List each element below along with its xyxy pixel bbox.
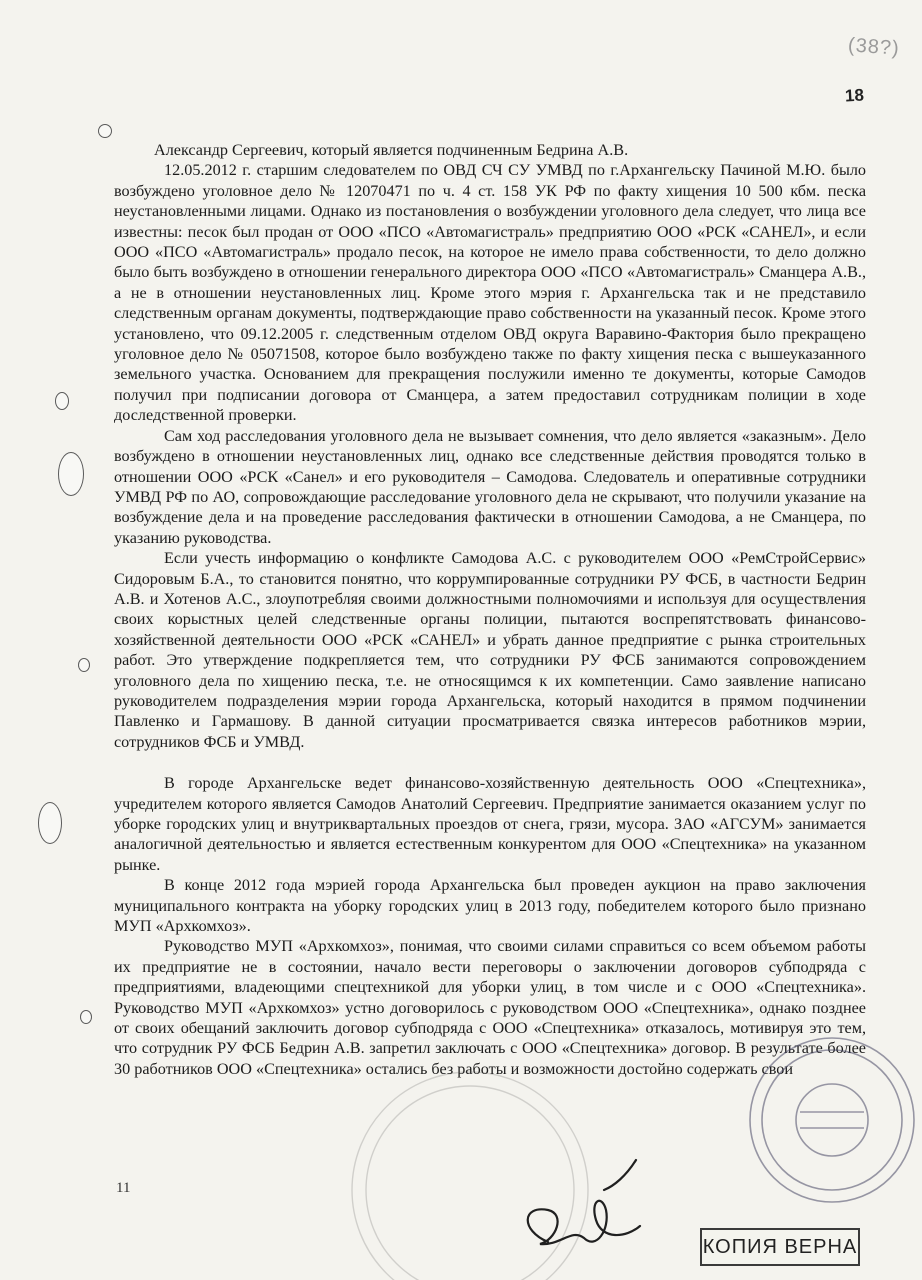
- paragraph: Александр Сергеевич, который является подчиненным Бедрина А.В.: [154, 141, 629, 159]
- handwritten-sheet-number: 18: [844, 85, 865, 106]
- binder-hole-icon: [80, 1010, 92, 1024]
- signature-icon: [528, 1160, 640, 1244]
- binder-hole-icon: [98, 124, 112, 138]
- paragraph: Если учесть информацию о конфликте Самодова А.С. с руководителем ООО «РемСтройСервис» Сидоровым Б.А., то становится понятно, что коррумпированные сотрудники РУ ФСБ, в частности Бедрин А.В. и Хотенов А.С., злоупотребляя своими должностными полномочиями и используя для осуществления своих корыстных целей следственные органы полиции, пытаются воспрепятствовать финансово-хозяйственной деятельности ООО «РСК «САНЕЛ» и убрать данное предприятие с рынка строительных работ. Это утверждение подкрепляется тем, что сотрудники РУ ФСБ занимаются сопровождением уголовного дела по хищению песка, т.е. не относящимся к их компетенции. Само заявление написано руководителем подразделения мэрии города Архангельска, который находится в прямом подчинении Павленко и Гармашову. В данной ситуации просматривается связка интересов работников мэрии, сотрудников ФСБ и УМВД.: [114, 549, 866, 751]
- paragraph: Руководство МУП «Архкомхоз», понимая, что своими силами справиться со всем объемом работы их предприятие не в состоянии, начало вести переговоры о заключении договоров субподряда с предприятиями, владеющими спецтехникой для уборки улиц, в том числе и с ООО «Спецтехника». Руководство МУП «Архкомхоз» устно договорилось с руководством ООО «Спецтехника», однако позднее от своих обещаний заключить договор субподряда с ООО «Спецтехника» отказалось, мотивируя это тем, что сотрудник РУ ФСБ Бедрин А.В. запретил заключать с ООО «Спецтехника» договор. В результате более 30 работников ООО «Спецтехника» остались без работы и возможности достойно содержать свои: [114, 937, 866, 1078]
- binder-hole-icon: [55, 392, 69, 410]
- paragraph: 12.05.2012 г. старшим следователем по ОВД СЧ СУ УМВД по г.Архангельску Пачиной М.Ю. было возбуждено уголовное дело № 12070471 по ч. 4 ст. 158 УК РФ по факту хищения 10 500 кбм. песка неустановленными лицами. Однако из постановления о возбуждении уголовного дела следует, что лица все известны: песок был продан от ООО «ПСО «Автомагистраль» предприятию ООО «РСК «САНЕЛ», и если ООО «ПСО «Автомагистраль» продало песок, на которое не имело права собственности, то дело должно было быть возбуждено в отношении генерального директора ООО «ПСО «Автомагистраль» Сманцера А.В., а не в отношении неустановленных лиц. Кроме этого мэрия г. Архангельска так и не представило следственным органам документы, подтверждающие право собственности на указанный песок. Кроме этого установлено, что 09.12.2005 г. следственным отделом ОВД округа Варавино-Фактория было прекращено уголовное дело № 05071508, которое было возбуждено также по факту хищения песка с вышеуказанного земельного участка. Основанием для прекращения послужили именно те документы, которые Самодов получил при подписании договора от Сманцера, а затем предоставил сотрудникам полиции в ходе доследственной проверки.: [114, 161, 866, 425]
- paragraph: В конце 2012 года мэрией города Архангельска был проведен аукцион на право заключения муниципального контракта на уборку городских улиц в 2013 году, победителем которого было признано МУП «Архкомхоз».: [114, 876, 866, 936]
- paragraph: В городе Архангельске ведет финансово-хозяйственную деятельность ООО «Спецтехника», учредителем которого является Самодов Анатолий Сергеевич. Предприятие занимается оказанием услуг по уборке городских улиц и внутриквартальных проездов от снега, грязи, мусора. ЗАО «АГСУМ» занимается аналогичной деятельностью и является естественным конкурентом для ООО «Спецтехника» на указанном рынке.: [114, 774, 866, 874]
- handwritten-archive-number: (38?): [847, 34, 901, 60]
- document-body: [114, 140, 866, 1079]
- binder-hole-icon: [38, 802, 62, 844]
- certified-copy-stamp: КОПИЯ ВЕРНА: [700, 1228, 860, 1266]
- page-number: 11: [116, 1180, 131, 1196]
- binder-hole-icon: [78, 658, 90, 672]
- paragraph: Сам ход расследования уголовного дела не вызывает сомнения, что дело является «заказным». Дело возбуждено в отношении неустановленных лиц, однако все следственные действия проводятся только в отношении ООО «РСК «Санел» и его руководителя – Самодова. Следователь и оперативные сотрудники УМВД РФ по АО, сопровождающие расследование уголовного дела не скрывают, что получили указание на возбуждение дела и на проведение расследования фактически в отношении Самодова, а не Сманцера, по указанию руководства.: [114, 426, 866, 547]
- binder-hole-icon: [58, 452, 84, 496]
- faint-seal-icon: [352, 1072, 588, 1280]
